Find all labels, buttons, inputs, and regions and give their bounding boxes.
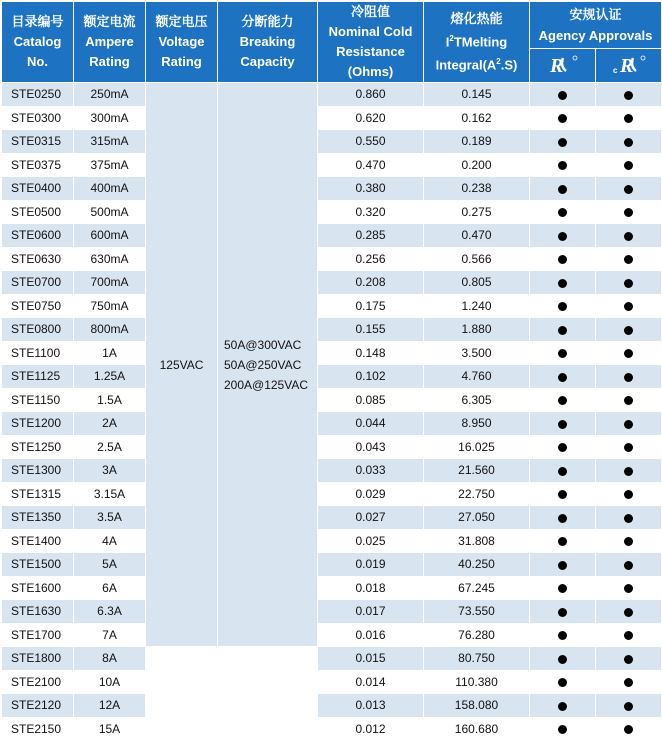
cold-resistance: 0.025 <box>318 529 424 553</box>
catalog-number: STE1800 <box>2 647 74 671</box>
filled-circle-icon <box>624 208 633 217</box>
ampere-rating: 300mA <box>74 106 146 130</box>
filled-circle-icon <box>624 373 633 382</box>
empty-cell <box>218 694 318 718</box>
cul-approval <box>596 717 662 741</box>
header-breaking: 分断能力 Breaking Capacity <box>218 2 318 83</box>
filled-circle-icon <box>558 678 567 687</box>
melting-integral: 0.145 <box>424 83 530 107</box>
catalog-number: STE1315 <box>2 482 74 506</box>
melting-integral: 27.050 <box>424 506 530 530</box>
cul-approval <box>596 388 662 412</box>
ul-approval <box>530 271 596 295</box>
ampere-rating: 3A <box>74 459 146 483</box>
ampere-rating: 2.5A <box>74 435 146 459</box>
ampere-rating: 500mA <box>74 200 146 224</box>
table-row <box>2 623 662 647</box>
melting-integral: 0.162 <box>424 106 530 130</box>
cul-approval <box>596 365 662 389</box>
melting-integral: 31.808 <box>424 529 530 553</box>
fuse-specification-table <box>1 1 662 741</box>
table-row <box>2 200 662 224</box>
filled-circle-icon <box>624 608 633 617</box>
table-row <box>2 106 662 130</box>
filled-circle-icon <box>558 138 567 147</box>
svg-text:R: R <box>549 55 563 78</box>
melting-integral: 0.238 <box>424 177 530 201</box>
filled-circle-icon <box>558 91 567 100</box>
table-row <box>2 153 662 177</box>
cul-approval <box>596 529 662 553</box>
cul-approval <box>596 318 662 342</box>
cul-approval <box>596 459 662 483</box>
cul-approval <box>596 130 662 154</box>
filled-circle-icon <box>624 185 633 194</box>
filled-circle-icon <box>558 631 567 640</box>
ampere-rating: 800mA <box>74 318 146 342</box>
filled-circle-icon <box>624 561 633 570</box>
cul-approval <box>596 553 662 577</box>
melting-integral: 6.305 <box>424 388 530 412</box>
cul-approval <box>596 294 662 318</box>
filled-circle-icon <box>624 255 633 264</box>
ampere-rating: 5A <box>74 553 146 577</box>
catalog-number: STE0600 <box>2 224 74 248</box>
melting-integral: 1.880 <box>424 318 530 342</box>
cold-resistance: 0.016 <box>318 623 424 647</box>
melting-integral: 160.680 <box>424 717 530 741</box>
catalog-number: STE1600 <box>2 576 74 600</box>
filled-circle-icon <box>558 655 567 664</box>
cold-resistance: 0.256 <box>318 247 424 271</box>
cul-approval <box>596 647 662 671</box>
table-row <box>2 365 662 389</box>
cul-approval <box>596 670 662 694</box>
voltage-rating: 125VAC <box>146 83 218 647</box>
svg-text:R: R <box>619 55 633 78</box>
breaking-capacity-line: 200A@125VAC <box>224 377 309 392</box>
filled-circle-icon <box>558 396 567 405</box>
table-row <box>2 271 662 295</box>
filled-circle-icon <box>558 114 567 123</box>
cul-approval <box>596 694 662 718</box>
header-voltage: 额定电压 Voltage Rating <box>146 2 218 83</box>
ampere-rating: 315mA <box>74 130 146 154</box>
empty-cell <box>146 647 218 671</box>
ul-approval <box>530 576 596 600</box>
filled-circle-icon <box>558 608 567 617</box>
cul-approval <box>596 435 662 459</box>
table-row <box>2 294 662 318</box>
filled-circle-icon <box>558 537 567 546</box>
ampere-rating: 2A <box>74 412 146 436</box>
cold-resistance: 0.620 <box>318 106 424 130</box>
cold-resistance: 0.044 <box>318 412 424 436</box>
empty-cell <box>146 717 218 741</box>
cold-resistance: 0.102 <box>318 365 424 389</box>
table-row <box>2 130 662 154</box>
ul-approval <box>530 482 596 506</box>
ampere-rating: 600mA <box>74 224 146 248</box>
melting-integral: 67.245 <box>424 576 530 600</box>
table-row <box>2 83 662 107</box>
table-row <box>2 553 662 577</box>
ul-approval <box>530 318 596 342</box>
filled-circle-icon <box>558 702 567 711</box>
table-row <box>2 341 662 365</box>
cul-approval <box>596 576 662 600</box>
ul-approval <box>530 600 596 624</box>
cul-approval <box>596 271 662 295</box>
melting-integral: 0.189 <box>424 130 530 154</box>
melting-integral: 1.240 <box>424 294 530 318</box>
melting-integral: 80.750 <box>424 647 530 671</box>
cold-resistance: 0.043 <box>318 435 424 459</box>
catalog-number: STE1150 <box>2 388 74 412</box>
ul-approval <box>530 130 596 154</box>
c-ul-us-recognized-icon <box>596 48 662 82</box>
catalog-number: STE0375 <box>2 153 74 177</box>
ampere-rating: 3.15A <box>74 482 146 506</box>
ul-approval <box>530 83 596 107</box>
table-row <box>2 435 662 459</box>
ampere-rating: 1A <box>74 341 146 365</box>
table-row <box>2 177 662 201</box>
ampere-rating: 12A <box>74 694 146 718</box>
ul-approval <box>530 388 596 412</box>
breaking-capacity-line: 50A@250VAC <box>224 357 302 372</box>
ampere-rating: 7A <box>74 623 146 647</box>
empty-cell <box>146 694 218 718</box>
melting-integral: 3.500 <box>424 341 530 365</box>
table-row <box>2 694 662 718</box>
table-row <box>2 247 662 271</box>
catalog-number: STE0500 <box>2 200 74 224</box>
cul-approval <box>596 177 662 201</box>
filled-circle-icon <box>558 349 567 358</box>
header-ampere: 额定电流 Ampere Rating <box>74 2 146 83</box>
table-row <box>2 459 662 483</box>
melting-integral: 0.805 <box>424 271 530 295</box>
cold-resistance: 0.017 <box>318 600 424 624</box>
breaking-capacity <box>218 83 318 647</box>
ul-approval <box>530 694 596 718</box>
filled-circle-icon <box>624 490 633 499</box>
catalog-number: STE1125 <box>2 365 74 389</box>
catalog-number: STE1250 <box>2 435 74 459</box>
catalog-number: STE0750 <box>2 294 74 318</box>
filled-circle-icon <box>558 373 567 382</box>
ul-approval <box>530 153 596 177</box>
catalog-number: STE1500 <box>2 553 74 577</box>
cul-approval <box>596 506 662 530</box>
cul-approval <box>596 153 662 177</box>
ul-approval <box>530 247 596 271</box>
melting-integral: 0.275 <box>424 200 530 224</box>
table-row <box>2 576 662 600</box>
ul-approval <box>530 647 596 671</box>
ul-approval <box>530 553 596 577</box>
filled-circle-icon <box>624 678 633 687</box>
cul-approval <box>596 224 662 248</box>
cold-resistance: 0.550 <box>318 130 424 154</box>
cold-resistance: 0.019 <box>318 553 424 577</box>
catalog-number: STE0400 <box>2 177 74 201</box>
ul-approval <box>530 365 596 389</box>
filled-circle-icon <box>624 537 633 546</box>
catalog-number: STE0700 <box>2 271 74 295</box>
filled-circle-icon <box>624 725 633 734</box>
filled-circle-icon <box>624 631 633 640</box>
svg-text:c: c <box>612 66 617 76</box>
ul-approval <box>530 529 596 553</box>
filled-circle-icon <box>624 655 633 664</box>
catalog-number: STE0250 <box>2 83 74 107</box>
table-row <box>2 717 662 741</box>
empty-cell <box>218 717 318 741</box>
filled-circle-icon <box>558 443 567 452</box>
ul-approval <box>530 506 596 530</box>
melting-integral: 0.470 <box>424 224 530 248</box>
table-row <box>2 318 662 342</box>
cold-resistance: 0.015 <box>318 647 424 671</box>
cold-resistance: 0.380 <box>318 177 424 201</box>
cold-resistance: 0.148 <box>318 341 424 365</box>
ul-approval <box>530 294 596 318</box>
catalog-number: STE0630 <box>2 247 74 271</box>
cold-resistance: 0.029 <box>318 482 424 506</box>
melting-integral: 8.950 <box>424 412 530 436</box>
filled-circle-icon <box>558 232 567 241</box>
ampere-rating: 15A <box>74 717 146 741</box>
ampere-rating: 4A <box>74 529 146 553</box>
filled-circle-icon <box>624 161 633 170</box>
table-row <box>2 506 662 530</box>
melting-integral: 22.750 <box>424 482 530 506</box>
filled-circle-icon <box>624 279 633 288</box>
cold-resistance: 0.012 <box>318 717 424 741</box>
cold-resistance: 0.175 <box>318 294 424 318</box>
ampere-rating: 750mA <box>74 294 146 318</box>
filled-circle-icon <box>624 443 633 452</box>
table-row <box>2 388 662 412</box>
cold-resistance: 0.027 <box>318 506 424 530</box>
filled-circle-icon <box>558 514 567 523</box>
ul-approval <box>530 177 596 201</box>
catalog-number: STE1350 <box>2 506 74 530</box>
ampere-rating: 250mA <box>74 83 146 107</box>
filled-circle-icon <box>558 584 567 593</box>
cul-approval <box>596 341 662 365</box>
melting-integral: 110.380 <box>424 670 530 694</box>
cold-resistance: 0.018 <box>318 576 424 600</box>
catalog-number: STE1400 <box>2 529 74 553</box>
ampere-rating: 6A <box>74 576 146 600</box>
ul-approval <box>530 623 596 647</box>
filled-circle-icon <box>558 420 567 429</box>
filled-circle-icon <box>558 302 567 311</box>
table-row <box>2 647 662 671</box>
ul-approval <box>530 106 596 130</box>
header-agency-approvals: 安规认证 Agency Approvals <box>530 2 662 49</box>
table-row <box>2 670 662 694</box>
filled-circle-icon <box>624 91 633 100</box>
cul-approval <box>596 412 662 436</box>
filled-circle-icon <box>624 349 633 358</box>
melting-integral: 73.550 <box>424 600 530 624</box>
ampere-rating: 630mA <box>74 247 146 271</box>
ul-recognized-icon <box>530 48 596 82</box>
filled-circle-icon <box>624 420 633 429</box>
ampere-rating: 1.5A <box>74 388 146 412</box>
ampere-rating: 700mA <box>74 271 146 295</box>
filled-circle-icon <box>558 255 567 264</box>
ul-approval <box>530 670 596 694</box>
filled-circle-icon <box>558 490 567 499</box>
melting-integral: 158.080 <box>424 694 530 718</box>
cold-resistance: 0.085 <box>318 388 424 412</box>
filled-circle-icon <box>624 584 633 593</box>
cold-resistance: 0.285 <box>318 224 424 248</box>
ul-approval <box>530 435 596 459</box>
melting-integral: 40.250 <box>424 553 530 577</box>
filled-circle-icon <box>624 702 633 711</box>
catalog-number: STE0315 <box>2 130 74 154</box>
header-resistance: 冷阻值 Nominal Cold Resistance (Ohms) <box>318 2 424 83</box>
filled-circle-icon <box>558 161 567 170</box>
filled-circle-icon <box>558 326 567 335</box>
filled-circle-icon <box>624 138 633 147</box>
cold-resistance: 0.320 <box>318 200 424 224</box>
cul-approval <box>596 83 662 107</box>
filled-circle-icon <box>624 514 633 523</box>
catalog-number: STE2100 <box>2 670 74 694</box>
filled-circle-icon <box>558 208 567 217</box>
cul-approval <box>596 482 662 506</box>
ul-approval <box>530 717 596 741</box>
filled-circle-icon <box>624 326 633 335</box>
filled-circle-icon <box>624 302 633 311</box>
filled-circle-icon <box>558 185 567 194</box>
catalog-number: STE2120 <box>2 694 74 718</box>
ul-approval <box>530 224 596 248</box>
ampere-rating: 6.3A <box>74 600 146 624</box>
empty-cell <box>146 670 218 694</box>
header-catalog: 目录编号 Catalog No. <box>2 2 74 83</box>
catalog-number: STE1300 <box>2 459 74 483</box>
filled-circle-icon <box>624 396 633 405</box>
cul-approval <box>596 106 662 130</box>
ul-approval <box>530 459 596 483</box>
table-row <box>2 529 662 553</box>
table-row <box>2 412 662 436</box>
filled-circle-icon <box>624 467 633 476</box>
ampere-rating: 3.5A <box>74 506 146 530</box>
filled-circle-icon <box>558 467 567 476</box>
ampere-rating: 400mA <box>74 177 146 201</box>
catalog-number: STE0300 <box>2 106 74 130</box>
header-melting-integral: 熔化热能 $I^2TMelting$ $Integral(A^2.S)$ <box>424 2 530 83</box>
catalog-number: STE2150 <box>2 717 74 741</box>
table-row <box>2 600 662 624</box>
catalog-number: STE1630 <box>2 600 74 624</box>
filled-circle-icon <box>624 114 633 123</box>
filled-circle-icon <box>558 279 567 288</box>
ul-approval <box>530 412 596 436</box>
empty-cell <box>218 670 318 694</box>
cold-resistance: 0.033 <box>318 459 424 483</box>
filled-circle-icon <box>558 725 567 734</box>
melting-integral: 0.200 <box>424 153 530 177</box>
melting-integral: 4.760 <box>424 365 530 389</box>
cul-approval <box>596 200 662 224</box>
ampere-rating: 375mA <box>74 153 146 177</box>
cold-resistance: 0.208 <box>318 271 424 295</box>
empty-cell <box>218 647 318 671</box>
cold-resistance: 0.013 <box>318 694 424 718</box>
breaking-capacity-line: 50A@300VAC <box>224 337 302 352</box>
filled-circle-icon <box>624 232 633 241</box>
melting-integral: 0.566 <box>424 247 530 271</box>
cul-approval <box>596 247 662 271</box>
ampere-rating: 1.25A <box>74 365 146 389</box>
ampere-rating: 10A <box>74 670 146 694</box>
cul-approval <box>596 600 662 624</box>
filled-circle-icon <box>558 561 567 570</box>
catalog-number: STE1700 <box>2 623 74 647</box>
cold-resistance: 0.470 <box>318 153 424 177</box>
melting-integral: 16.025 <box>424 435 530 459</box>
catalog-number: STE0800 <box>2 318 74 342</box>
table-row <box>2 482 662 506</box>
table-row <box>2 224 662 248</box>
cold-resistance: 0.155 <box>318 318 424 342</box>
melting-integral: 21.560 <box>424 459 530 483</box>
ul-approval <box>530 200 596 224</box>
cold-resistance: 0.860 <box>318 83 424 107</box>
catalog-number: STE1100 <box>2 341 74 365</box>
ampere-rating: 8A <box>74 647 146 671</box>
melting-integral: 76.280 <box>424 623 530 647</box>
cold-resistance: 0.014 <box>318 670 424 694</box>
catalog-number: STE1200 <box>2 412 74 436</box>
ul-approval <box>530 341 596 365</box>
cul-approval <box>596 623 662 647</box>
